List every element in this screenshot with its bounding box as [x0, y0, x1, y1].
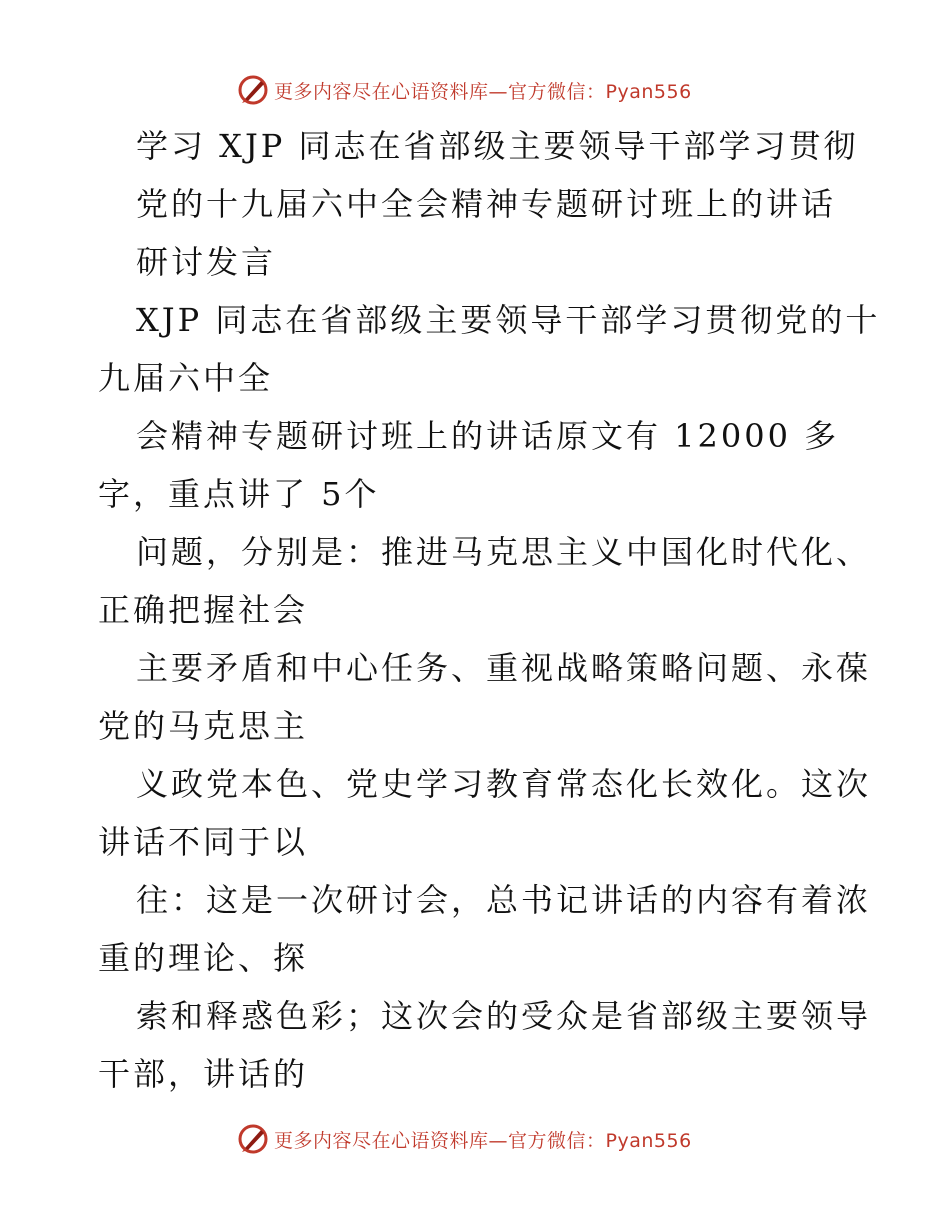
body-line: 索和释惑色彩；这次会的受众是省部级主要领导 [136, 997, 872, 1035]
body-line: 党的马克思主 [98, 707, 309, 745]
footer-banner [236, 1122, 692, 1156]
footer-banner-text: 更多内容尽在心语资料库—官方微信：Pyan556 [274, 1129, 692, 1152]
pen-circle-logo-icon [236, 1122, 270, 1156]
title-line-2: 党的十九届六中全会精神专题研讨班上的讲话 [136, 185, 837, 223]
body-line: 重的理论、探 [98, 939, 309, 977]
body-line: XJP 同志在省部级主要领导干部学习贯彻党的十 [136, 301, 881, 339]
title-line-1: 学习 XJP 同志在省部级主要领导干部学习贯彻 [136, 127, 859, 165]
body-line: 问题，分别是：推进马克思主义中国化时代化、 [136, 533, 872, 571]
header-banner [236, 73, 692, 107]
body-line: 义政党本色、党史学习教育常态化长效化。这次 [136, 765, 872, 803]
body-line: 正确把握社会 [98, 591, 309, 629]
body-line: 九届六中全 [98, 359, 274, 397]
header-banner-text: 更多内容尽在心语资料库—官方微信：Pyan556 [274, 80, 692, 103]
body-line: 字，重点讲了 5个 [98, 475, 380, 513]
pen-circle-logo-icon [236, 73, 270, 107]
body-line: 会精神专题研讨班上的讲话原文有 12000 多 [136, 417, 840, 455]
title-line-3: 研讨发言 [136, 243, 277, 281]
body-line: 干部，讲话的 [98, 1055, 309, 1093]
body-line: 往：这是一次研讨会，总书记讲话的内容有着浓 [136, 881, 872, 919]
body-line: 主要矛盾和中心任务、重视战略策略问题、永葆 [136, 649, 872, 687]
body-line: 讲话不同于以 [98, 823, 309, 861]
